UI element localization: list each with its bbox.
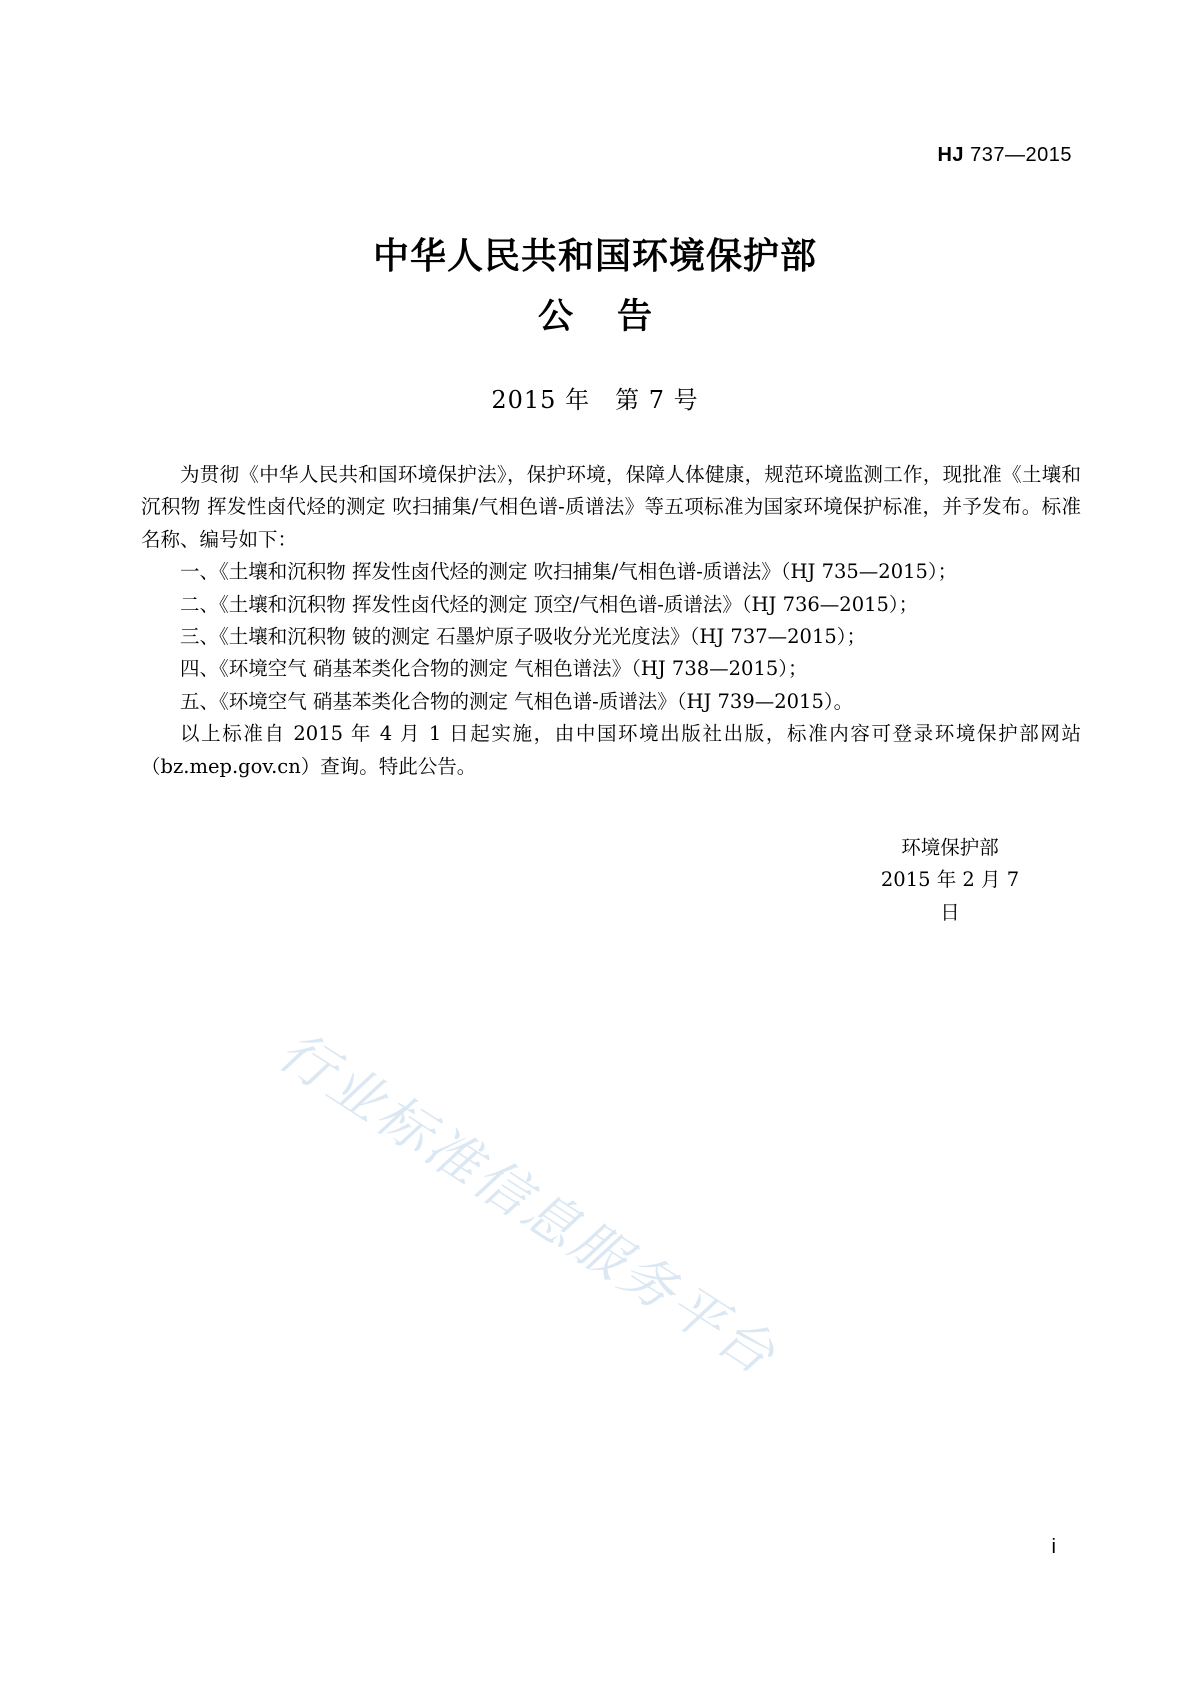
watermark: 行业标准信息服务平台 bbox=[267, 1019, 789, 1388]
page-number: i bbox=[1051, 1536, 1056, 1558]
standard-code bbox=[937, 144, 1072, 167]
standard-number: 737—2015 bbox=[970, 144, 1072, 166]
signature-date: 2015 年 2 月 7 日 bbox=[880, 868, 1020, 924]
signature-block bbox=[870, 832, 1030, 929]
standard-prefix: HJ bbox=[937, 144, 965, 166]
standard-item: 五、《环境空气 硝基苯类化合物的测定 气相色谱-质谱法》（HJ 739—2015）。 bbox=[180, 689, 854, 713]
standard-item: 一、《土壤和沉积物 挥发性卤代烃的测定 吹扫捕集/气相色谱-质谱法》（HJ 735—2015）； bbox=[180, 560, 958, 584]
intro-paragraph: 为贯彻《中华人民共和国环境保护法》，保护环境，保障人体健康，规范环境监测工作，现批准《土壤和沉积物 挥发性卤代烃的测定 吹扫捕集/气相色谱-质谱法》等五项标准为国家环境保护标准，并予发布。标准名称、编号如下： bbox=[141, 463, 1081, 551]
closing-paragraph: 以上标准自 2015 年 4 月 1 日起实施，由中国环境出版社出版，标准内容可登录环境保护部网站（bz.mep.gov.cn）查询。特此公告。 bbox=[141, 722, 1081, 778]
document-subtitle: 公告 bbox=[537, 297, 696, 337]
document-title: 中华人民共和国环境保护部 bbox=[372, 236, 817, 277]
standard-item: 四、《环境空气 硝基苯类化合物的测定 气相色谱法》（HJ 738—2015）； bbox=[180, 657, 808, 681]
standard-item: 二、《土壤和沉积物 挥发性卤代烃的测定 顶空/气相色谱-质谱法》（HJ 736—2015）； bbox=[180, 592, 919, 616]
standard-item: 三、《土壤和沉积物 铍的测定 石墨炉原子吸收分光光度法》（HJ 737—2015）； bbox=[180, 625, 867, 649]
announcement-body bbox=[141, 459, 1081, 783]
issue-number: 2015 年 第 7 号 bbox=[491, 386, 699, 414]
signature-org: 环境保护部 bbox=[901, 836, 999, 859]
